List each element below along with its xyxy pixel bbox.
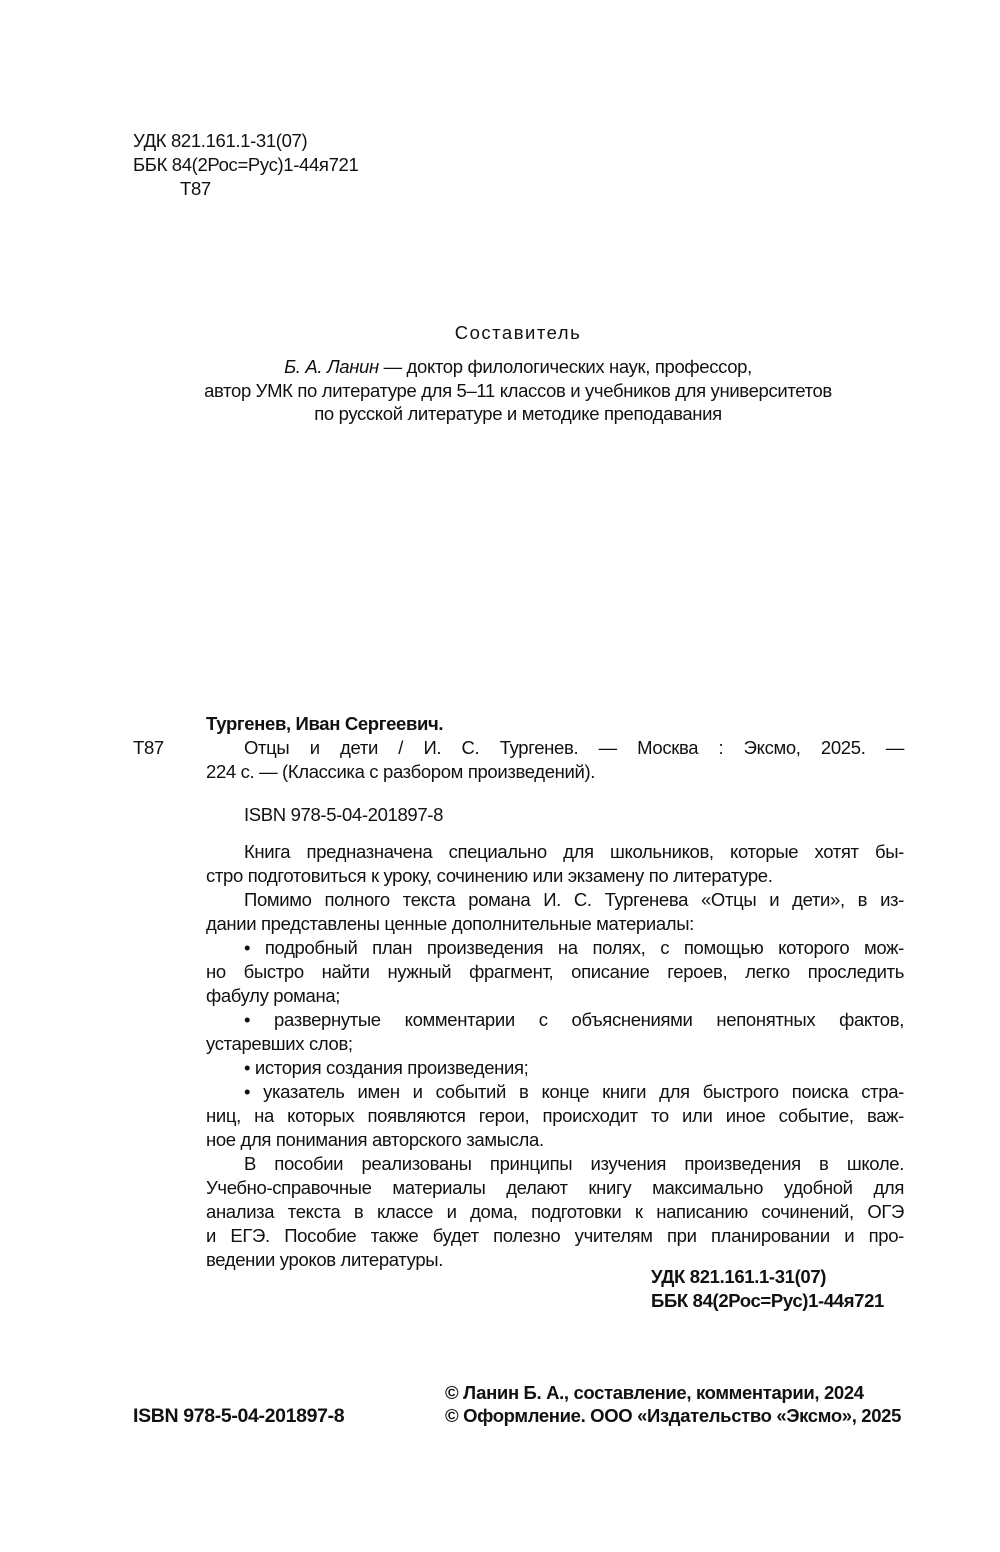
isbn-footer: ISBN 978-5-04-201897-8	[133, 1405, 345, 1427]
annotation-line: • указатель имен и событий в конце книги для быстрого поиска стра-	[244, 1081, 904, 1102]
annotation-line: • история создания произведения;	[244, 1057, 529, 1078]
bibliographic-line1: Отцы и дети / И. С. Тургенев. — Москва : Эксмо, 2025. —	[244, 737, 904, 758]
annotation-line: но быстро найти нужный фрагмент, описание героев, легко проследить	[206, 961, 904, 982]
compiler-line1	[0, 355, 1000, 379]
annotation-line: В пособии реализованы принципы изучения произведения в школе.	[244, 1153, 904, 1174]
copyright-compiler: © Ланин Б. А., составление, комментарии, 2024	[445, 1382, 864, 1403]
annotation-line: анализа текста в классе и дома, подготовки к написанию сочинений, ОГЭ	[206, 1201, 904, 1222]
annotation-line: фабулу романа;	[206, 985, 341, 1006]
annotation-line: и ЕГЭ. Пособие также будет полезно учителям при планировании и про-	[206, 1225, 904, 1246]
author-mark-top: Т87	[180, 178, 211, 199]
book-author: Тургенев, Иван Сергеевич.	[206, 713, 444, 734]
annotation-line: Помимо полного текста романа И. С. Тургенева «Отцы и дети», в из-	[244, 889, 904, 910]
compiler-credentials: — доктор филологических наук, профессор,	[378, 356, 752, 377]
compiler-line3: по русской литературе и методике преподавания	[314, 403, 722, 424]
annotation-line: ное для понимания авторского замысла.	[206, 1129, 544, 1150]
annotation-line: стро подготовиться к уроку, сочинению или экзамену по литературе.	[206, 865, 773, 886]
copyright-design: © Оформление. ООО «Издательство «Эксмо», 2025	[445, 1405, 902, 1426]
annotation-line: ведении уроков литературы.	[206, 1249, 443, 1270]
bbk-bottom: ББК 84(2Рос=Рус)1-44я721	[651, 1290, 884, 1311]
annotation-line: устаревших слов;	[206, 1033, 353, 1054]
isbn-line: ISBN 978-5-04-201897-8	[244, 804, 444, 825]
annotation-line: Учебно-справочные материалы делают книгу максимально удобной для	[206, 1177, 904, 1198]
compiler-heading: Составитель	[454, 322, 582, 343]
compiler-line2: автор УМК по литературе для 5–11 классов и учебников для университетов	[204, 380, 832, 401]
annotation-line: • развернутые комментарии с объяснениями непонятных фактов,	[244, 1009, 904, 1030]
author-mark: Т87	[133, 737, 164, 758]
annotation-line: Книга предназначена специально для школьников, которые хотят бы-	[244, 841, 904, 862]
udk-top: УДК 821.161.1-31(07)	[133, 130, 308, 151]
bbk-top: ББК 84(2Рос=Рус)1-44я721	[133, 154, 359, 175]
udk-bottom: УДК 821.161.1-31(07)	[651, 1266, 827, 1287]
annotation-line: • подробный план произведения на полях, с помощью которого мож-	[244, 937, 904, 958]
compiler-name: Б. А. Ланин	[284, 356, 379, 377]
bibliographic-line2: 224 с. — (Классика с разбором произведений).	[206, 761, 596, 782]
annotation-line: ниц, на которых появляются герои, происходит то или иное событие, важ-	[206, 1105, 904, 1126]
annotation-line: дании представлены ценные дополнительные материалы:	[206, 913, 694, 934]
